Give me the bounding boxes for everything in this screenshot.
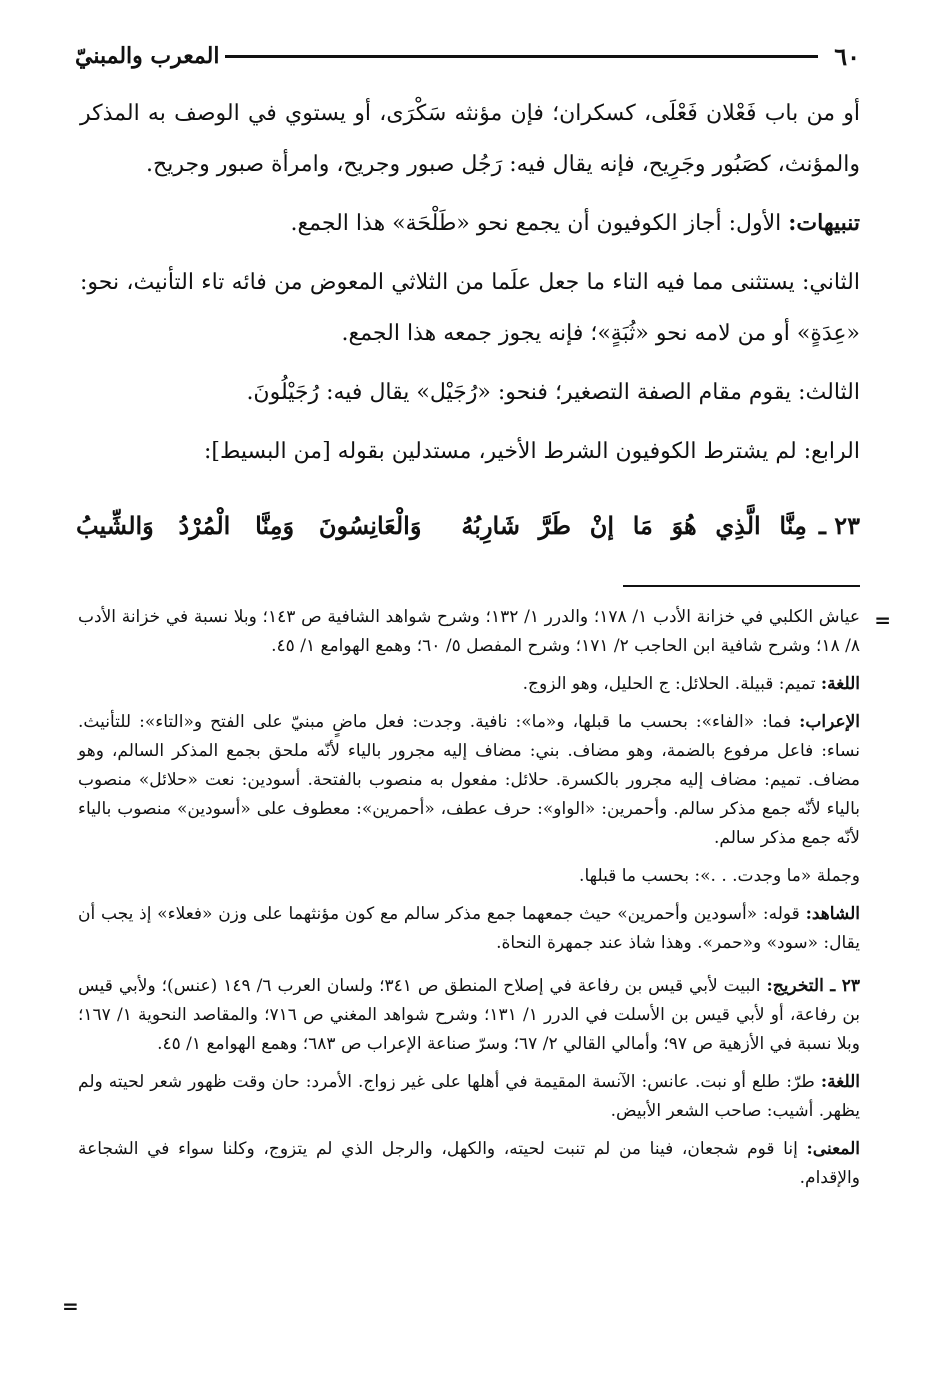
footnotes	[78, 603, 860, 1202]
paragraph: الثالث: يقوم مقام الصفة التصغير؛ فنحو: «رُجَيْل» يقال فيه: رُجَيْلُونَ.	[246, 380, 860, 405]
footnote	[78, 708, 860, 853]
verse-number: ٢٣ ـ	[818, 510, 860, 540]
continuation-marker-bottom: =	[62, 1294, 79, 1318]
paragraph: الرابع: لم يشترط الكوفيون الشرط الأخير، مستدلين بقوله [من البسيط]:	[203, 439, 860, 464]
footnote: وجملة «ما وجدت. . .»: بحسب ما قبلها.	[579, 866, 860, 886]
footnote	[78, 1135, 860, 1193]
paragraph-notes-first	[80, 198, 860, 249]
footnote-label: الشاهد:	[805, 904, 860, 924]
main-text	[80, 88, 860, 477]
poetry-verse	[76, 500, 860, 550]
footnote	[78, 900, 860, 958]
page-number: ٦٠	[834, 41, 860, 71]
footnote-text: قوله: «أسودين وأحمرين» حيث جمعهما جمع مذكر سالم مع كون مؤنثهما على وزن «فعلاء» إذ يجب أن يقال: «سود» و«حمر». وهذا شاذ عند جمهرة النحاة.	[78, 904, 860, 953]
footnote-label: المعنى:	[806, 1139, 861, 1159]
page-header	[75, 36, 860, 76]
verse-hemistich-first: مِنَّا الَّذِي هُوَ مَا إنْ طَرَّ شَارِبُهُ	[461, 510, 807, 540]
footnote-text: تميم: قبيلة. الحلائل: ج الحليل، وهو الزوج.	[522, 674, 816, 694]
note-text: الأول: أجاز الكوفيون أن يجمع نحو «طَلْحَة» هذا الجمع.	[290, 211, 782, 236]
footnote	[78, 972, 860, 1059]
footnote-label: ٢٣ ـ التخريج:	[766, 976, 861, 996]
footnote-label: الإعراب:	[799, 712, 861, 732]
footnote	[78, 1068, 860, 1126]
footnote: عياش الكلبي في خزانة الأدب ١/ ١٧٨؛ والدرر ١/ ١٣٢؛ وشرح شواهد الشافية ص ١٤٣؛ وبلا نسبة في خزانة الأدب ٨/ ١٨؛ وشرح شافية ابن الحاجب ٢/ ١٧١؛ وشرح المفصل ٥/ ٦٠؛ وهمع الهوامع ١/ ٤٥.	[78, 607, 860, 656]
notes-label: تنبيهات:	[788, 210, 860, 236]
footnote-label: اللغة:	[820, 674, 860, 694]
paragraph: أو من باب فَعْلان فَعْلَى، كسكران؛ فإن مؤنثه سَكْرَى، أو يستوي في الوصف به المذكر والمؤنث، كصَبُور وجَرِيح، فإنه يقال فيه: رَجُل صبور وجريح، وامرأة صبور وجريح.	[80, 101, 860, 177]
footnote-text: البيت لأبي قيس بن رفاعة في إصلاح المنطق ص ٣٤١؛ ولسان العرب ٦/ ١٤٩ (عنس)؛ ولأبي قيس بن رفاعة، أو لأبي قيس بن الأسلت في الدرر ١/ ١٣١؛ وشرح شواهد المغني ص ٧١٦؛ والمقاصد النحوية ١/ ١٦٧؛ وبلا نسبة في الأزهية ص ٩٧؛ وأمالي القالي ٢/ ٦٧؛ وسرّ صناعة الإعراب ص ٦٨٣؛ وهمع الهوامع ١/ ٤٥.	[78, 976, 860, 1054]
paragraph: الثاني: يستثنى مما فيه التاء ما جعل علَما من الثلاثي المعوض من فائه تاء التأنيث، نحو: «عِدَةٍ» أو من لامه نحو «ثُبَةٍ»؛ فإنه يجوز جمعه هذا الجمع.	[80, 270, 860, 346]
footnote-label: اللغة:	[820, 1072, 860, 1092]
footnote-text: فما: «الفاء»: بحسب ما قبلها، و«ما»: نافية. وجدت: فعل ماضٍ مبنيّ على الفتح و«التاء»: للتأنيث. نساء: فاعل مرفوع بالضمة، وهو مضاف. بني: مضاف إليه مجرور بالياء لأنّه ملحق بجمع المذكر السالم، وهو مضاف. تميم: مضاف إليه مجرور بالكسرة. حلائل: مفعول به منصوب بالفتحة. أسودين: نعت «حلائل» منصوب بالياء لأنّه جمع مذكر سالم. وأحمرين: «الواو»: حرف عطف، «أحمرين»: معطوف على «أسودين» منصوب بالياء لأنّه جمع مذكر سالم.	[78, 712, 860, 848]
footnote-text: إنا قوم شجعان، فينا من لم تنبت لحيته، والكهل، والرجل الذي لم يتزوج، وكلنا سواء في الشجاعة والإقدام.	[78, 1139, 860, 1188]
running-title: المعرب والمبنيّ	[75, 43, 220, 69]
footnote-separator	[623, 585, 860, 587]
continuation-marker-top: =	[874, 608, 891, 632]
footnote-text: طرّ: طلع أو نبت. عانس: الآنسة المقيمة في أهلها على غير زواج. الأمرد: حان وقت ظهور شعر لحيته ولم يظهر. أشيب: صاحب الشعر الأبيض.	[78, 1072, 860, 1121]
footnote	[78, 670, 860, 699]
verse-hemistich-second: وَالْعَانِسُونَ وَمِنَّا الْمُرْدُ وَالشِّيبُ	[75, 510, 422, 540]
header-rule	[225, 55, 818, 58]
